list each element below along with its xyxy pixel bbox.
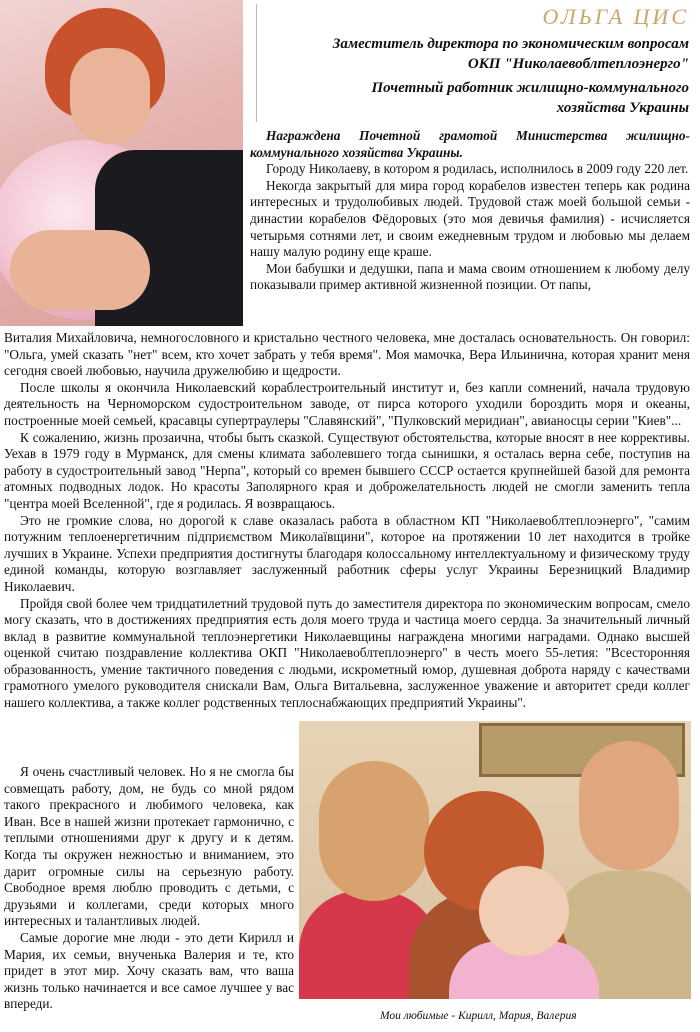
paragraph-3-start: Мои бабушки и дедушки, папа и мама своим отношением к любому делу показывали пример активной жизненной позиции. От папы, <box>250 260 690 293</box>
position-title-2: ОКП "Николаевоблтеплоэнерго" <box>467 56 689 72</box>
paragraph-5: К сожалению, жизнь прозаична, чтобы быть сказкой. Существуют обстоятельства, которые вносят в нее коррективы. Уехав в 1979 году в Мурманск, для смены климата заболевшего тогда сынишки, я осталась верна себе, поступив на работу в судостроительный завод "Нерпа", который со времен бывшего СССР остается крупнейшей базой для ремонта атомных подводных лодок. Но красоты Заполярного края и доброжелательность людей не смогли заменить тепла "центра моей Вселенной", где я родилась. Я возвращаюсь. <box>4 429 690 511</box>
article-header <box>256 4 695 122</box>
article-column-bottom <box>4 764 294 1013</box>
paragraph-3-end: Виталия Михайловича, немногословного и кристально честного человека, мне досталась основательность. Он говорил: "Ольга, умей сказать "нет" всем, кто хочет забрать у тебя время". Моя мамочка, Вера Ильинична, которая хранит меня сегодня своей любовью, научила дружелюбию и щедрости. <box>4 330 690 379</box>
article-column-top <box>250 128 690 294</box>
paragraph-8: Я очень счастливый человек. Но я не смогла бы совмещать работу, дом, не будь со мной рядом такого прекрасного и любимого человека, как Иван. Все в нашей жизни протекает гармонично, с теплыми отношениями друг к другу и к детям. Когда ты окружен нежностью и вниманием, это дарит огромные силы на серьезную работу. Свободное время люблю проводить с детьми, с друзьями и коллегами, среди которых много интересных и талантливых людей. <box>4 764 294 929</box>
portrait-photo <box>0 0 243 326</box>
family-photo <box>299 721 691 999</box>
position-title-1: Заместитель директора по экономическим вопросам <box>332 36 689 52</box>
paragraph-9: Самые дорогие мне люди - это дети Кирилл и Мария, их семьи, внученька Валерия и те, кто придет в этот мир. Хочу сказать вам, что ваша жизнь только начинается и все самое лучшее у вас впереди. <box>4 929 294 1012</box>
paragraph-6: Это не громкие слова, но дорогой к славе оказалась работа в областном КП "Николаевоблтеплоэнерго", "самим потужним теплоенергетичним підприємством Миколаївщини", которое на протяжении 10 лет находится в тройке лучших в Украине. Успехи предприятия достигнуты благодаря колоссальному интеллектуальному и физическому труду единой команды, которую возглавляет заслуженный работник сферы услуг Украины Березницкий Владимир Николаевич. <box>4 512 690 594</box>
paragraph-1: Городу Николаеву, в котором я родилась, исполнилось в 2009 году 220 лет. <box>266 161 689 177</box>
paragraph-2: Некогда закрытый для мира город корабелов известен теперь как родина интересных и трудолюбивых людей. Трудовой стаж моей большой семьи - династии корабелов Фёдоровых (это моя девичья фамилия) - исчисляется четырьмя сотнями лет, и своим ежедневным трудом и любовью мы делаем нашу малую родину еще краше. <box>250 177 690 260</box>
article-full-width <box>4 330 690 712</box>
position-title-4: хозяйства Украины <box>556 100 689 116</box>
person-name: ОЛЬГА ЦИС <box>542 4 689 29</box>
paragraph-4: После школы я окончила Николаевский кораблестроительный институт и, без капли сомнений, начала трудовую деятельность на Черноморском судостроительном заводе, от пирса которого уходили бороздить моря и океаны, построенные моей семьей, красавцы супертраулеры "Славянский", "Пулковский меридиан", авианосцы серии "Киев"... <box>4 379 690 428</box>
paragraph-7: Пройдя свой более чем тридцатилетний трудовой путь до заместителя директора по экономическим вопросам, смело могу сказать, что в достижениях предприятия есть доля моего труда и частица моего сердца. За значительный личный вклад в развитие коммунальной теплоэнергетики Николаевщины награждена многими наградами. Однако высшей оценкой считаю поздравление коллектива ОКП "Николаевоблтеплоэнерго" в честь моего 55-летия: "Всесторонняя образованность, умение тактичного поведения с людьми, искрометный юмор, душевная доброта наряду с качествами грамотного умелого руководителя снискали Вам, Ольга Витальевна, заслуженное уважение и авторитет среди коллег нашего коллектива, а также коллег родственных теплоснабжающих предприятий Украины". <box>4 595 690 711</box>
award-line: Награждена Почетной грамотой Министерства жилищно-коммунального хозяйства Украины. <box>250 128 690 160</box>
position-title-3: Почетный работник жилищно-коммунального <box>371 80 689 96</box>
photo-caption: Мои любимые - Кирилл, Мария, Валерия <box>380 1010 577 1022</box>
